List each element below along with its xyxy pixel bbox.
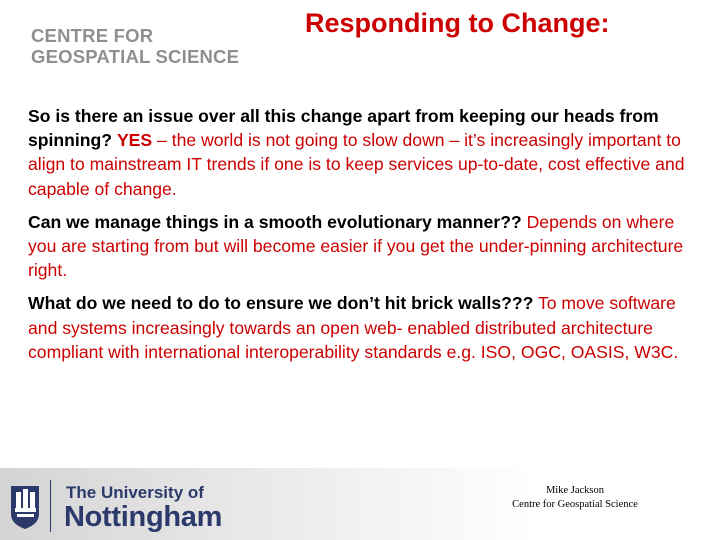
author-credit xyxy=(490,484,660,512)
slide-body xyxy=(28,104,698,373)
paragraph-3 xyxy=(28,291,698,364)
credit-org: Centre for Geospatial Science xyxy=(512,499,638,510)
yes-emphasis: YES xyxy=(116,130,153,151)
footer-divider xyxy=(50,480,51,532)
university-name-line-1: The University of xyxy=(66,483,204,502)
slide-title: Responding to Change: xyxy=(305,8,610,38)
credit-name: Mike Jackson xyxy=(545,485,605,496)
question-3: What do we need to do to ensure we don’t hit brick walls??? xyxy=(28,293,534,314)
paragraph-2 xyxy=(28,210,698,283)
centre-logo xyxy=(31,25,239,67)
question-1: So is there an issue over all this change apart from keeping our heads from spinning? xyxy=(28,106,659,151)
university-crest-icon xyxy=(10,484,40,530)
logo-line-2: GEOSPATIAL SCIENCE xyxy=(31,46,240,67)
answer-3: To move software and systems increasingly towards an open web- enabled distributed architecture compliant with international interoperability standards e.g. ISO, OGC, OASIS, W3C. xyxy=(28,293,679,362)
university-name-line-2: Nottingham xyxy=(64,501,223,533)
logo-line-1: CENTRE FOR xyxy=(31,25,154,46)
answer-1: – the world is not going to slow down – it’s increasingly important to align to mainstream IT trends if one is to keep services up-to-date, cost effective and capable of change. xyxy=(28,130,685,199)
paragraph-1 xyxy=(28,104,698,201)
answer-2: Depends on where you are starting from but will become easier if you get the under-pinning architecture right. xyxy=(28,211,684,281)
question-2: Can we manage things in a smooth evolutionary manner?? xyxy=(28,211,522,232)
